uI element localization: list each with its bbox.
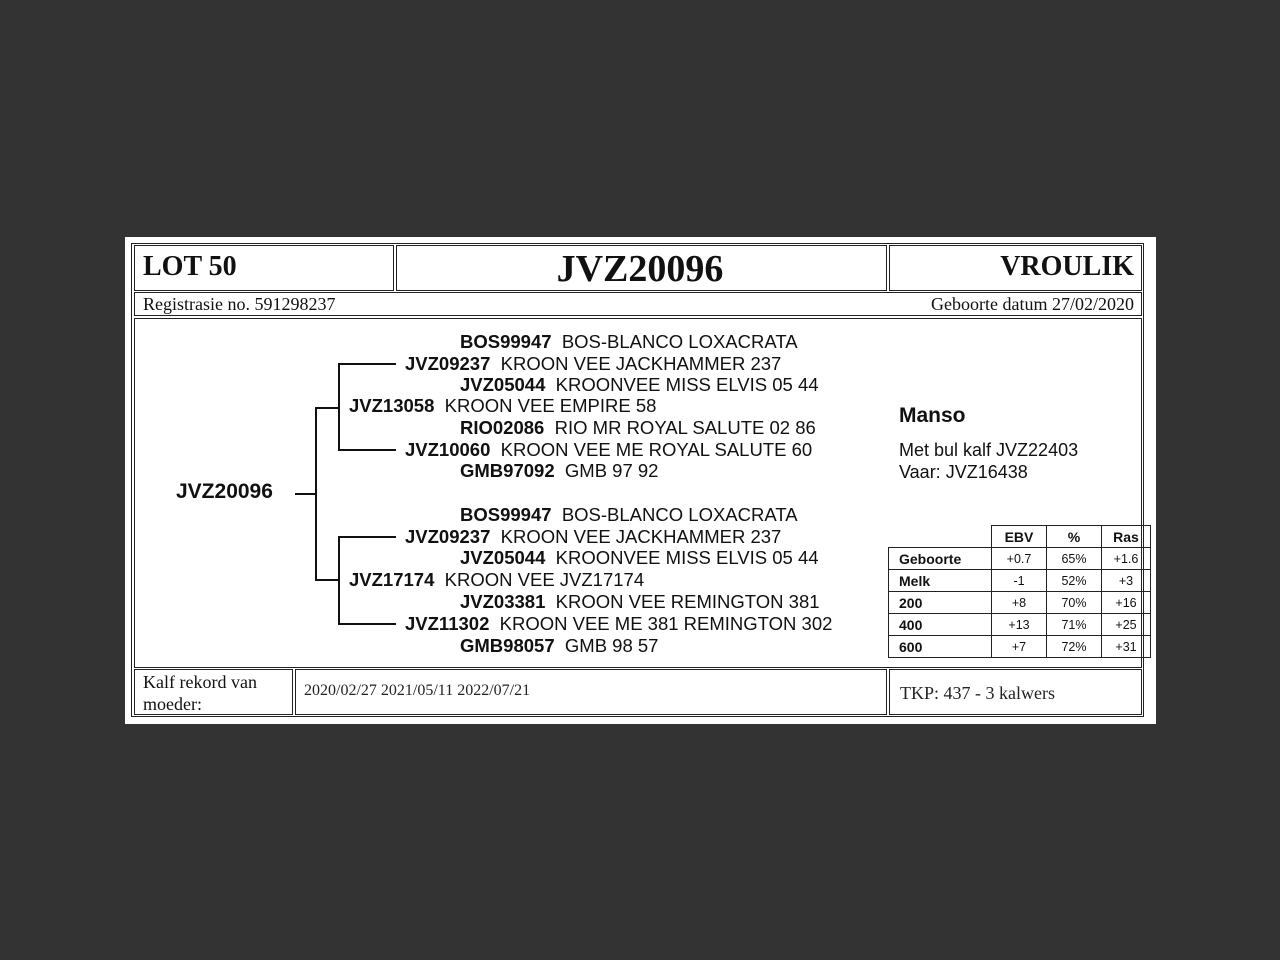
- main-vertical: [315, 407, 317, 581]
- pedigree-entry: [460, 504, 798, 526]
- sire-vertical: [338, 363, 340, 450]
- breed-value: +25: [1102, 614, 1151, 636]
- ebv-table: [888, 525, 1151, 658]
- pedigree-name: KROON VEE JVZ17174: [444, 569, 645, 590]
- accuracy-value: 71%: [1047, 614, 1102, 636]
- table-row: [889, 614, 1151, 636]
- birth-date: Geboorte datum 27/02/2020: [931, 294, 1134, 314]
- breed-value: +3: [1102, 570, 1151, 592]
- sire-branch: [315, 407, 339, 409]
- pedigree-entry: [405, 613, 832, 635]
- table-row: [889, 548, 1151, 570]
- pedigree-name: KROON VEE REMINGTON 381: [555, 591, 820, 612]
- dam-dam-branch: [338, 623, 396, 625]
- pedigree-entry: [460, 417, 816, 439]
- pedigree-id: JVZ13058: [349, 395, 435, 416]
- breed-value: +31: [1102, 636, 1151, 658]
- pedigree-name: KROONVEE MISS ELVIS 05 44: [555, 547, 819, 568]
- pedigree-name: GMB 98 57: [564, 635, 659, 656]
- table-row: [889, 636, 1151, 658]
- pedigree-id: JVZ03381: [460, 591, 546, 612]
- pedigree-id: JVZ11302: [405, 613, 490, 634]
- ebv-value: +7: [992, 636, 1047, 658]
- pedigree-id: BOS99947: [460, 331, 552, 352]
- calf-record-label-line: Kalf rekord van: [143, 672, 257, 692]
- tkp-summary: TKP: 437 - 3 kalwers: [900, 683, 1055, 703]
- pedigree-entry: [460, 547, 819, 569]
- pedigree-id: JVZ17174: [349, 569, 435, 590]
- pedigree-entry: [460, 460, 658, 482]
- table-header-row: [889, 526, 1151, 548]
- pedigree-name: KROON VEE ME 381 REMINGTON 302: [499, 613, 833, 634]
- pedigree-entry: [460, 374, 819, 396]
- ebv-value: +8: [992, 592, 1047, 614]
- ebv-value: +0.7: [992, 548, 1047, 570]
- lot-card: [125, 237, 1156, 724]
- pedigree-id: JVZ09237: [405, 353, 491, 374]
- pedigree-id: GMB97092: [460, 460, 555, 481]
- pedigree-id: GMB98057: [460, 635, 555, 656]
- sire-sire-branch: [338, 363, 396, 365]
- pedigree-entry: [349, 395, 656, 417]
- calf-record-label: [143, 671, 257, 715]
- column-header: Ras: [1102, 526, 1151, 548]
- calf-record-label-line: moeder:: [143, 694, 202, 714]
- pedigree-name: KROON VEE JACKHAMMER 237: [500, 526, 782, 547]
- row-label: Geboorte: [889, 548, 992, 570]
- pedigree-entry: [460, 635, 658, 657]
- accuracy-value: 65%: [1047, 548, 1102, 570]
- row-label: Melk: [889, 570, 992, 592]
- subject-connector: [295, 493, 316, 495]
- pedigree-entry: [349, 569, 644, 591]
- sex-label: VROULIK: [1000, 251, 1134, 282]
- pedigree-entry: [405, 353, 781, 375]
- dam-branch: [315, 579, 339, 581]
- pedigree-id: JVZ10060: [405, 439, 491, 460]
- table-row: [889, 570, 1151, 592]
- breed-value: +1.6: [1102, 548, 1151, 570]
- column-header: %: [1047, 526, 1102, 548]
- pedigree-id: JVZ05044: [460, 374, 546, 395]
- ebv-value: -1: [992, 570, 1047, 592]
- table-row: [889, 592, 1151, 614]
- breed-value: +16: [1102, 592, 1151, 614]
- pedigree-entry: [460, 331, 798, 353]
- row-label: 400: [889, 614, 992, 636]
- animal-id: JVZ20096: [556, 248, 724, 290]
- pedigree-name: KROON VEE ME ROYAL SALUTE 60: [500, 439, 813, 460]
- pedigree-name: KROON VEE EMPIRE 58: [444, 395, 657, 416]
- calf-info: Met bul kalf JVZ22403: [899, 440, 1079, 460]
- column-header: EBV: [992, 526, 1047, 548]
- accuracy-value: 52%: [1047, 570, 1102, 592]
- pedigree-name: KROON VEE JACKHAMMER 237: [500, 353, 782, 374]
- pedigree-entry: [405, 526, 781, 548]
- animal-name: Manso: [899, 404, 966, 427]
- row-label: 600: [889, 636, 992, 658]
- accuracy-value: 72%: [1047, 636, 1102, 658]
- dam-sire-branch: [338, 536, 396, 538]
- pedigree-id: BOS99947: [460, 504, 552, 525]
- calf-record-dates: 2020/02/27 2021/05/11 2022/07/21: [304, 682, 531, 699]
- pedigree-name: KROONVEE MISS ELVIS 05 44: [555, 374, 819, 395]
- sire-dam-branch: [338, 449, 396, 451]
- dam-vertical: [338, 536, 340, 624]
- pedigree-entry: [405, 439, 812, 461]
- pedigree-id: JVZ05044: [460, 547, 546, 568]
- pedigree-entry: [460, 591, 820, 613]
- pedigree-id: JVZ09237: [405, 526, 491, 547]
- pedigree-name: RIO MR ROYAL SALUTE 02 86: [554, 417, 816, 438]
- registration-number: Registrasie no. 591298237: [143, 294, 336, 314]
- sire-info: Vaar: JVZ16438: [899, 462, 1028, 482]
- row-label: 200: [889, 592, 992, 614]
- ebv-value: +13: [992, 614, 1047, 636]
- pedigree-subject: JVZ20096: [176, 480, 273, 503]
- accuracy-value: 70%: [1047, 592, 1102, 614]
- pedigree-name: BOS-BLANCO LOXACRATA: [561, 331, 798, 352]
- pedigree-name: BOS-BLANCO LOXACRATA: [561, 504, 798, 525]
- pedigree-id: RIO02086: [460, 417, 545, 438]
- pedigree-name: GMB 97 92: [564, 460, 659, 481]
- lot-number: LOT 50: [143, 251, 237, 282]
